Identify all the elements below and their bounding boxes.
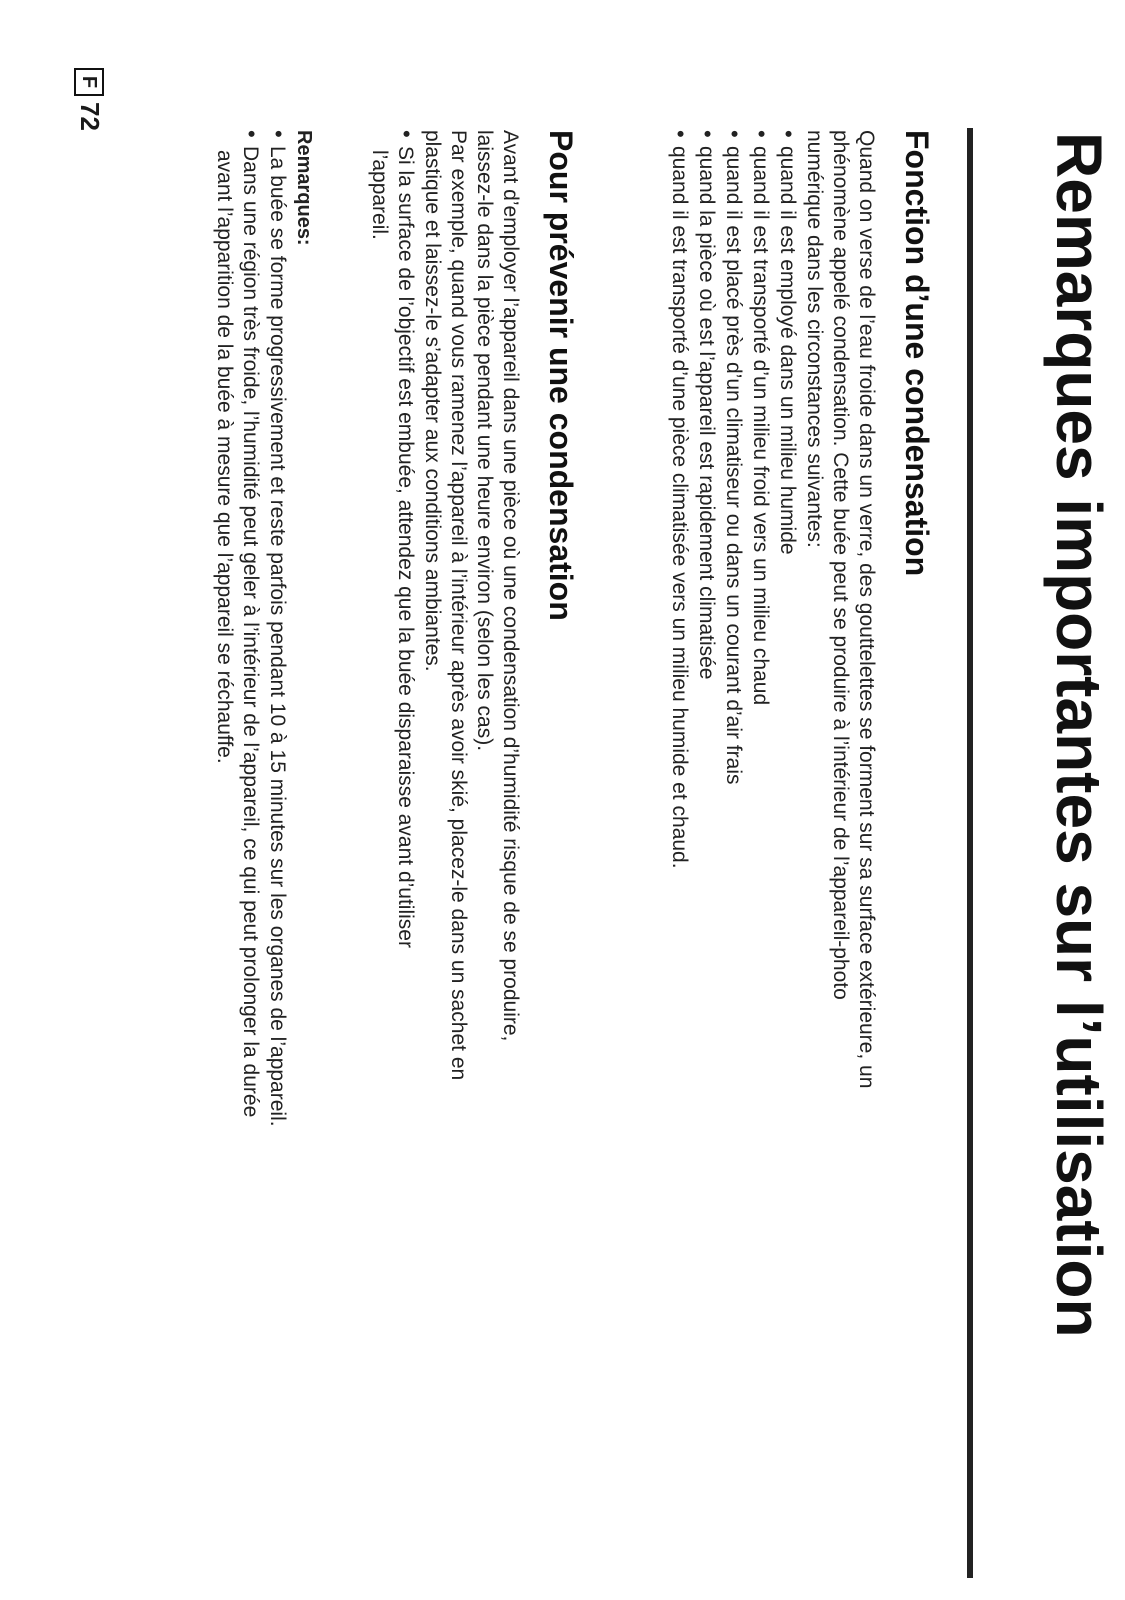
- section-condensation-function-body: [666, 130, 879, 1088]
- bullet-item: • quand il est transporté d’une pièce climatisée vers un milieu humide et chaud.: [666, 130, 693, 1088]
- page-number: [74, 68, 105, 131]
- paragraph-line: plastique et laissez-le s’adapter aux conditions ambiantes.: [421, 130, 444, 672]
- bullet-item: • quand il est placé près d’un climatiseur ou dans un courant d’air frais: [720, 130, 747, 1088]
- section-heading-prevent-condensation: Pour prévenir une condensation: [543, 130, 579, 621]
- paragraph-line: Avant d’employer l’appareil dans une pièce où une condensation d’humidité risque de se produire,: [499, 130, 522, 1042]
- bullet-continuation: l’appareil.: [368, 150, 391, 240]
- section-prevent-condensation-body: [366, 130, 523, 1080]
- language-box: F: [75, 68, 105, 96]
- page-title: Remarques importantes sur l’utilisation: [1043, 132, 1115, 1338]
- bullet-item: • Si la surface de l’objectif est embuée, attendez que la buée disparaisse avant d’utiliser: [392, 130, 419, 1080]
- remarks-block: [211, 130, 317, 1127]
- paragraph-line: laissez-le dans la pièce pendant une heure environ (selon les cas).: [473, 130, 496, 752]
- paragraph-line: Quand on verse de l’eau froide dans un verre, des gouttelettes se forment sur sa surface extérieure, un: [855, 130, 878, 1089]
- bullet-item: • quand il est transporté d’un milieu froid vers un milieu chaud: [747, 130, 774, 1088]
- bullet-item: • quand il est employé dans un milieu humide: [774, 130, 801, 1088]
- section-heading-condensation-function: Fonction d’une condensation: [899, 130, 935, 577]
- paragraph-line: numérique dans les circonstances suivantes:: [803, 130, 826, 548]
- paragraph-line: Par exemple, quand vous ramenez l’appareil à l’intérieur après avoir skié, placez-le dans un sachet en: [447, 130, 470, 1081]
- remark-item: • La buée se forme progressivement et reste parfois pendant 10 à 15 minutes sur les organes de l’appareil.: [264, 130, 291, 1127]
- page-number-value: 72: [75, 102, 105, 131]
- title-rule: [967, 128, 973, 1578]
- remark-continuation: avant l’apparition de la buée à mesure que l’appareil se réchauffe.: [213, 150, 236, 764]
- remarks-heading: Remarques:: [293, 130, 315, 246]
- paragraph-line: phénomène appelé condensation. Cette buée peut se produire à l’intérieur de l’appareil-photo: [829, 130, 852, 1000]
- bullet-item: • quand la pièce où est l’appareil est rapidement climatisée: [693, 130, 720, 1088]
- remark-item: • Dans une région très froide, l’humidité peut geler à l’intérieur de l’appareil, ce qui peut prolonger la durée: [237, 130, 264, 1127]
